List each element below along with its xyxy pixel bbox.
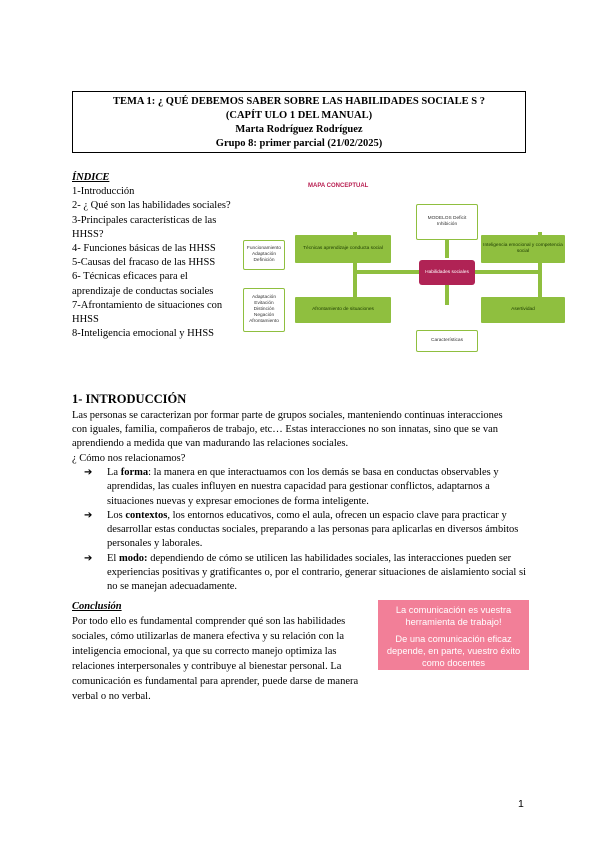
connector-right bbox=[475, 270, 541, 274]
index-item: 3-Principales características de las HHSS? bbox=[72, 214, 217, 240]
bullet-text: La forma: la manera en que interactuamos con los demás se basa en conductas observables y aprendidas, las cuales influyen en nuestra capacidad para gestionar conflictos, adaptarnos a situaciones nuevas y expresar emociones de forma inteligente. bbox=[107, 467, 499, 507]
header-title: TEMA 1: ¿ QUÉ DEBEMOS SABER SOBRE LAS HABILIDADES SOCIALE S ? bbox=[113, 96, 485, 107]
arrow-icon: ➔ bbox=[84, 552, 93, 564]
index-item: 8-Inteligencia emocional y HHSS bbox=[72, 328, 215, 340]
bullet-item bbox=[84, 466, 530, 509]
arrow-icon: ➔ bbox=[84, 509, 93, 521]
index-item: 1-Introducción bbox=[72, 186, 135, 198]
conclusion-title: Conclusión bbox=[72, 601, 122, 612]
node-asertividad: Asertividad bbox=[481, 297, 565, 323]
concept-map bbox=[243, 180, 561, 358]
connector-left bbox=[355, 270, 419, 274]
intro-line: con iguales, familia, compañeros de trabajo, etc… Estas interacciones no son innatas, sino que se van bbox=[72, 424, 498, 435]
node-habilidades-sociales: Habilidades sociales bbox=[419, 260, 475, 285]
index-section bbox=[72, 171, 232, 341]
index-item: 2- ¿ Qué son las habilidades sociales? bbox=[72, 200, 231, 212]
node-modelos: MODELOS Deficit Inhibición bbox=[416, 204, 478, 240]
intro-question: ¿ Cómo nos relacionamos? bbox=[72, 453, 186, 464]
node-caracteristicas: Características bbox=[416, 330, 478, 352]
node-adaptacion: Adaptación Evitación Distinción Negación Afrontamiento bbox=[243, 288, 285, 332]
node-inteligencia: Inteligencia emocional y competencia social bbox=[481, 235, 565, 263]
connector-up bbox=[445, 240, 449, 258]
document-header bbox=[72, 91, 526, 153]
index-item: 4- Funciones básicas de las HHSS bbox=[72, 243, 216, 255]
intro-line: aprendiendo a medida que van madurando las relaciones sociales. bbox=[72, 438, 349, 449]
header-group: Grupo 8: primer parcial (21/02/2025) bbox=[215, 138, 383, 149]
node-afrontamiento: Afrontamiento de situaciones bbox=[295, 297, 391, 323]
bullet-item bbox=[84, 552, 530, 595]
page-number: 1 bbox=[518, 798, 524, 810]
section-title: 1- INTRODUCCIÓN bbox=[72, 392, 187, 406]
header-subtitle: (CAPÍT ULO 1 DEL MANUAL) bbox=[225, 110, 373, 121]
index-item: 6- Técnicas eficaces para el aprendizaje de conductas sociales bbox=[72, 271, 214, 297]
intro-line: Las personas se caracterizan por formar parte de grupos sociales, manteniendo continuas interacciones bbox=[72, 410, 503, 421]
node-tecnicas: Técnicas aprendizaje conducta social bbox=[295, 235, 391, 263]
callout-box bbox=[378, 600, 529, 670]
bullet-item bbox=[84, 509, 530, 552]
node-funcionamiento: Funcionamiento Adaptación Definición bbox=[243, 240, 285, 270]
connector-down bbox=[445, 285, 449, 305]
index-item: 7-Afrontamiento de situaciones con HHSS bbox=[72, 299, 223, 326]
callout-line: De una comunicación eficaz depende, en parte, vuestro éxito como docentes bbox=[386, 634, 521, 668]
callout-line: La comunicación es vuestra herramienta de trabajo! bbox=[395, 605, 512, 627]
arrow-icon: ➔ bbox=[84, 467, 93, 478]
concept-map-title: MAPA CONCEPTUAL bbox=[308, 183, 369, 189]
bullet-text: Los contextos, los entornos educativos, como el aula, ofrecen un espacio clave para practicar y desarrollar estas conductas sociales, preparando a las personas para aplicarlas en diversos ámbitos personales y laborales. bbox=[107, 509, 519, 550]
conclusion-text: Por todo ello es fundamental comprender qué son las habilidades sociales, cómo utilizarlas de manera efectiva y su relación con la inteligencia emocional, ya que su correcto manejo optimiza las relaciones interpersonales y contribuye al bienestar personal. La comunicación es fundamental para aprender, puede darse de manera verbal o no verbal. bbox=[72, 616, 359, 702]
index-item: 5-Causas del fracaso de las HHSS bbox=[72, 257, 216, 269]
header-author: Marta Rodríguez Rodríguez bbox=[235, 124, 363, 135]
bullet-list bbox=[84, 466, 530, 595]
index-title: ÍNDICE bbox=[72, 172, 110, 183]
bullet-text: El modo: dependiendo de cómo se utilicen las habilidades sociales, las interacciones pueden ser experiencias positivas y gratificantes o, por el contrario, generar situaciones de aislamiento social si no se manejan adecuadamente. bbox=[107, 552, 526, 593]
